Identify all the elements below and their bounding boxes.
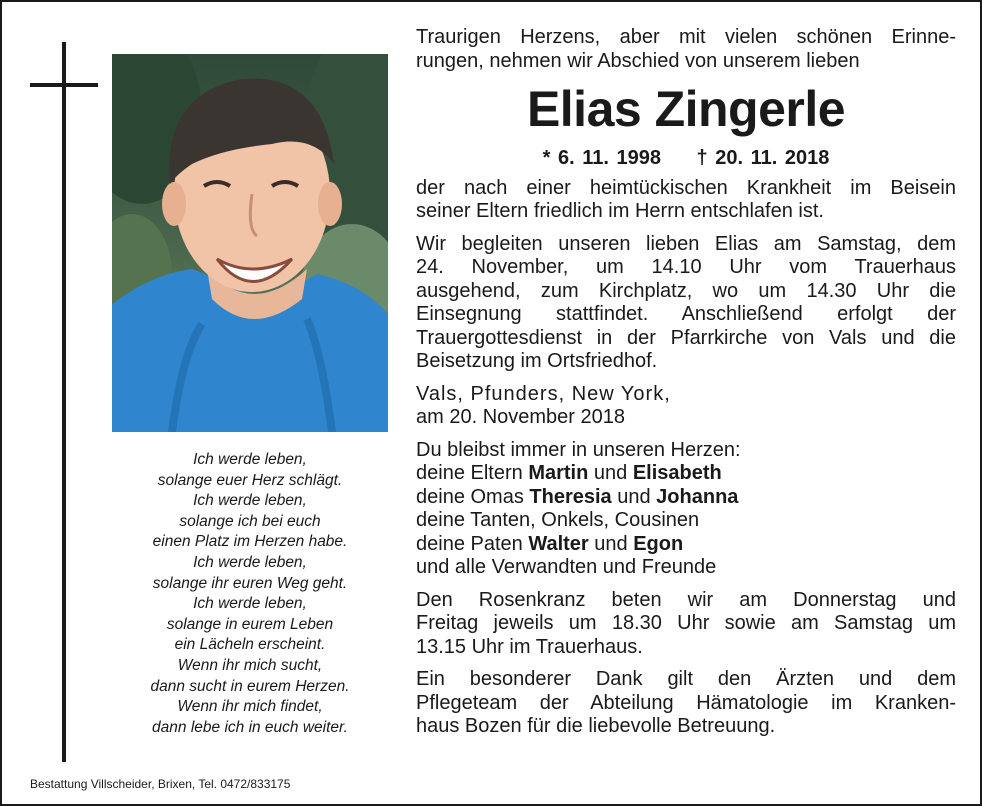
- rosary-line: Freitag jeweils um 18.30 Uhr sowie am Samstag um: [416, 612, 956, 634]
- funeral-line: ausgehend, zum Kirchplatz, wo um 14.30 Uhr die: [416, 279, 956, 302]
- thanks-line: haus Bozen für die liebevolle Betreuung.: [416, 715, 776, 737]
- mourners-godparents: deine Paten Walter und Egon: [416, 532, 684, 555]
- birth-date: * 6. 11. 1998: [542, 147, 661, 169]
- cross-horizontal-bar: [30, 83, 98, 87]
- date-line: am 20. November 2018: [416, 406, 626, 428]
- death-date: † 20. 11. 2018: [696, 147, 830, 169]
- funeral-home-credit: Bestattung Villscheider, Brixen, Tel. 0472/833175: [30, 777, 291, 791]
- deceased-name: Elias Zingerle: [526, 81, 846, 137]
- intro-line: Traurigen Herzens, aber mit vielen schönen Erinne-: [416, 26, 956, 48]
- funeral-line: 24. November, um 14.10 Uhr vom Trauerhaus: [416, 256, 956, 278]
- cross-vertical-bar: [62, 42, 66, 762]
- mourners-parents: deine Eltern Martin und Elisabeth: [416, 462, 722, 484]
- poem-line: solange ich bei euch: [179, 512, 321, 530]
- funeral-line: Wir begleiten unseren lieben Elias am Samstag, dem: [416, 232, 956, 255]
- illness-line: der nach einer heimtückischen Krankheit im Beisein: [416, 176, 956, 199]
- poem-line: Wenn ihr mich findet,: [177, 698, 323, 716]
- thanks-line: Ein besonderer Dank gilt den Ärzten und dem: [416, 668, 956, 690]
- portrait-photo: [112, 54, 388, 432]
- poem-line: dann sucht in eurem Herzen.: [150, 677, 350, 695]
- illness-line: seiner Eltern friedlich im Herrn entschlafen ist.: [416, 200, 824, 222]
- funeral-line: Einsegnung stattfindet. Anschließend erfolgt der: [416, 303, 956, 325]
- mourners-others: und alle Verwandten und Freunde: [416, 556, 717, 578]
- poem-line: solange in eurem Leben: [166, 615, 334, 633]
- poem-line: einen Platz im Herzen habe.: [152, 533, 348, 551]
- poem-line: Wenn ihr mich sucht,: [177, 656, 323, 674]
- poem-line: Ich werde leben,: [193, 492, 307, 510]
- funeral-line: Beisetzung im Ortsfriedhof.: [416, 350, 658, 372]
- memorial-poem: [112, 450, 388, 738]
- funeral-line: Trauergottesdienst in der Pfarrkirche von Vals und die: [416, 326, 956, 349]
- notice-text: [416, 26, 956, 739]
- poem-line: Ich werde leben,: [193, 451, 307, 468]
- poem-line: dann lebe ich in euch weiter.: [152, 718, 348, 736]
- place-line: Vals, Pfunders, New York,: [416, 382, 671, 405]
- poem-line: solange ihr euren Weg geht.: [152, 574, 348, 592]
- poem-line: Ich werde leben,: [193, 553, 307, 571]
- poem-line: ein Lächeln erscheint.: [174, 636, 326, 654]
- poem-line: solange euer Herz schlägt.: [157, 471, 343, 489]
- rosary-line: 13.15 Uhr im Trauerhaus.: [416, 635, 643, 658]
- rosary-line: Den Rosenkranz beten wir am Donnerstag und: [416, 588, 956, 611]
- life-dates: [416, 147, 956, 171]
- mourners-grandmas: deine Omas Theresia und Johanna: [416, 485, 739, 508]
- portrait-illustration: [112, 54, 388, 432]
- poem-line: Ich werde leben,: [193, 595, 307, 613]
- mourners-heading: Du bleibst immer in unseren Herzen:: [416, 438, 741, 461]
- mourners-relatives: deine Tanten, Onkels, Cousinen: [416, 509, 700, 531]
- intro-line: rungen, nehmen wir Abschied von unserem lieben: [416, 49, 860, 72]
- thanks-line: Pflegeteam der Abteilung Hämatologie im Kranken-: [416, 691, 956, 714]
